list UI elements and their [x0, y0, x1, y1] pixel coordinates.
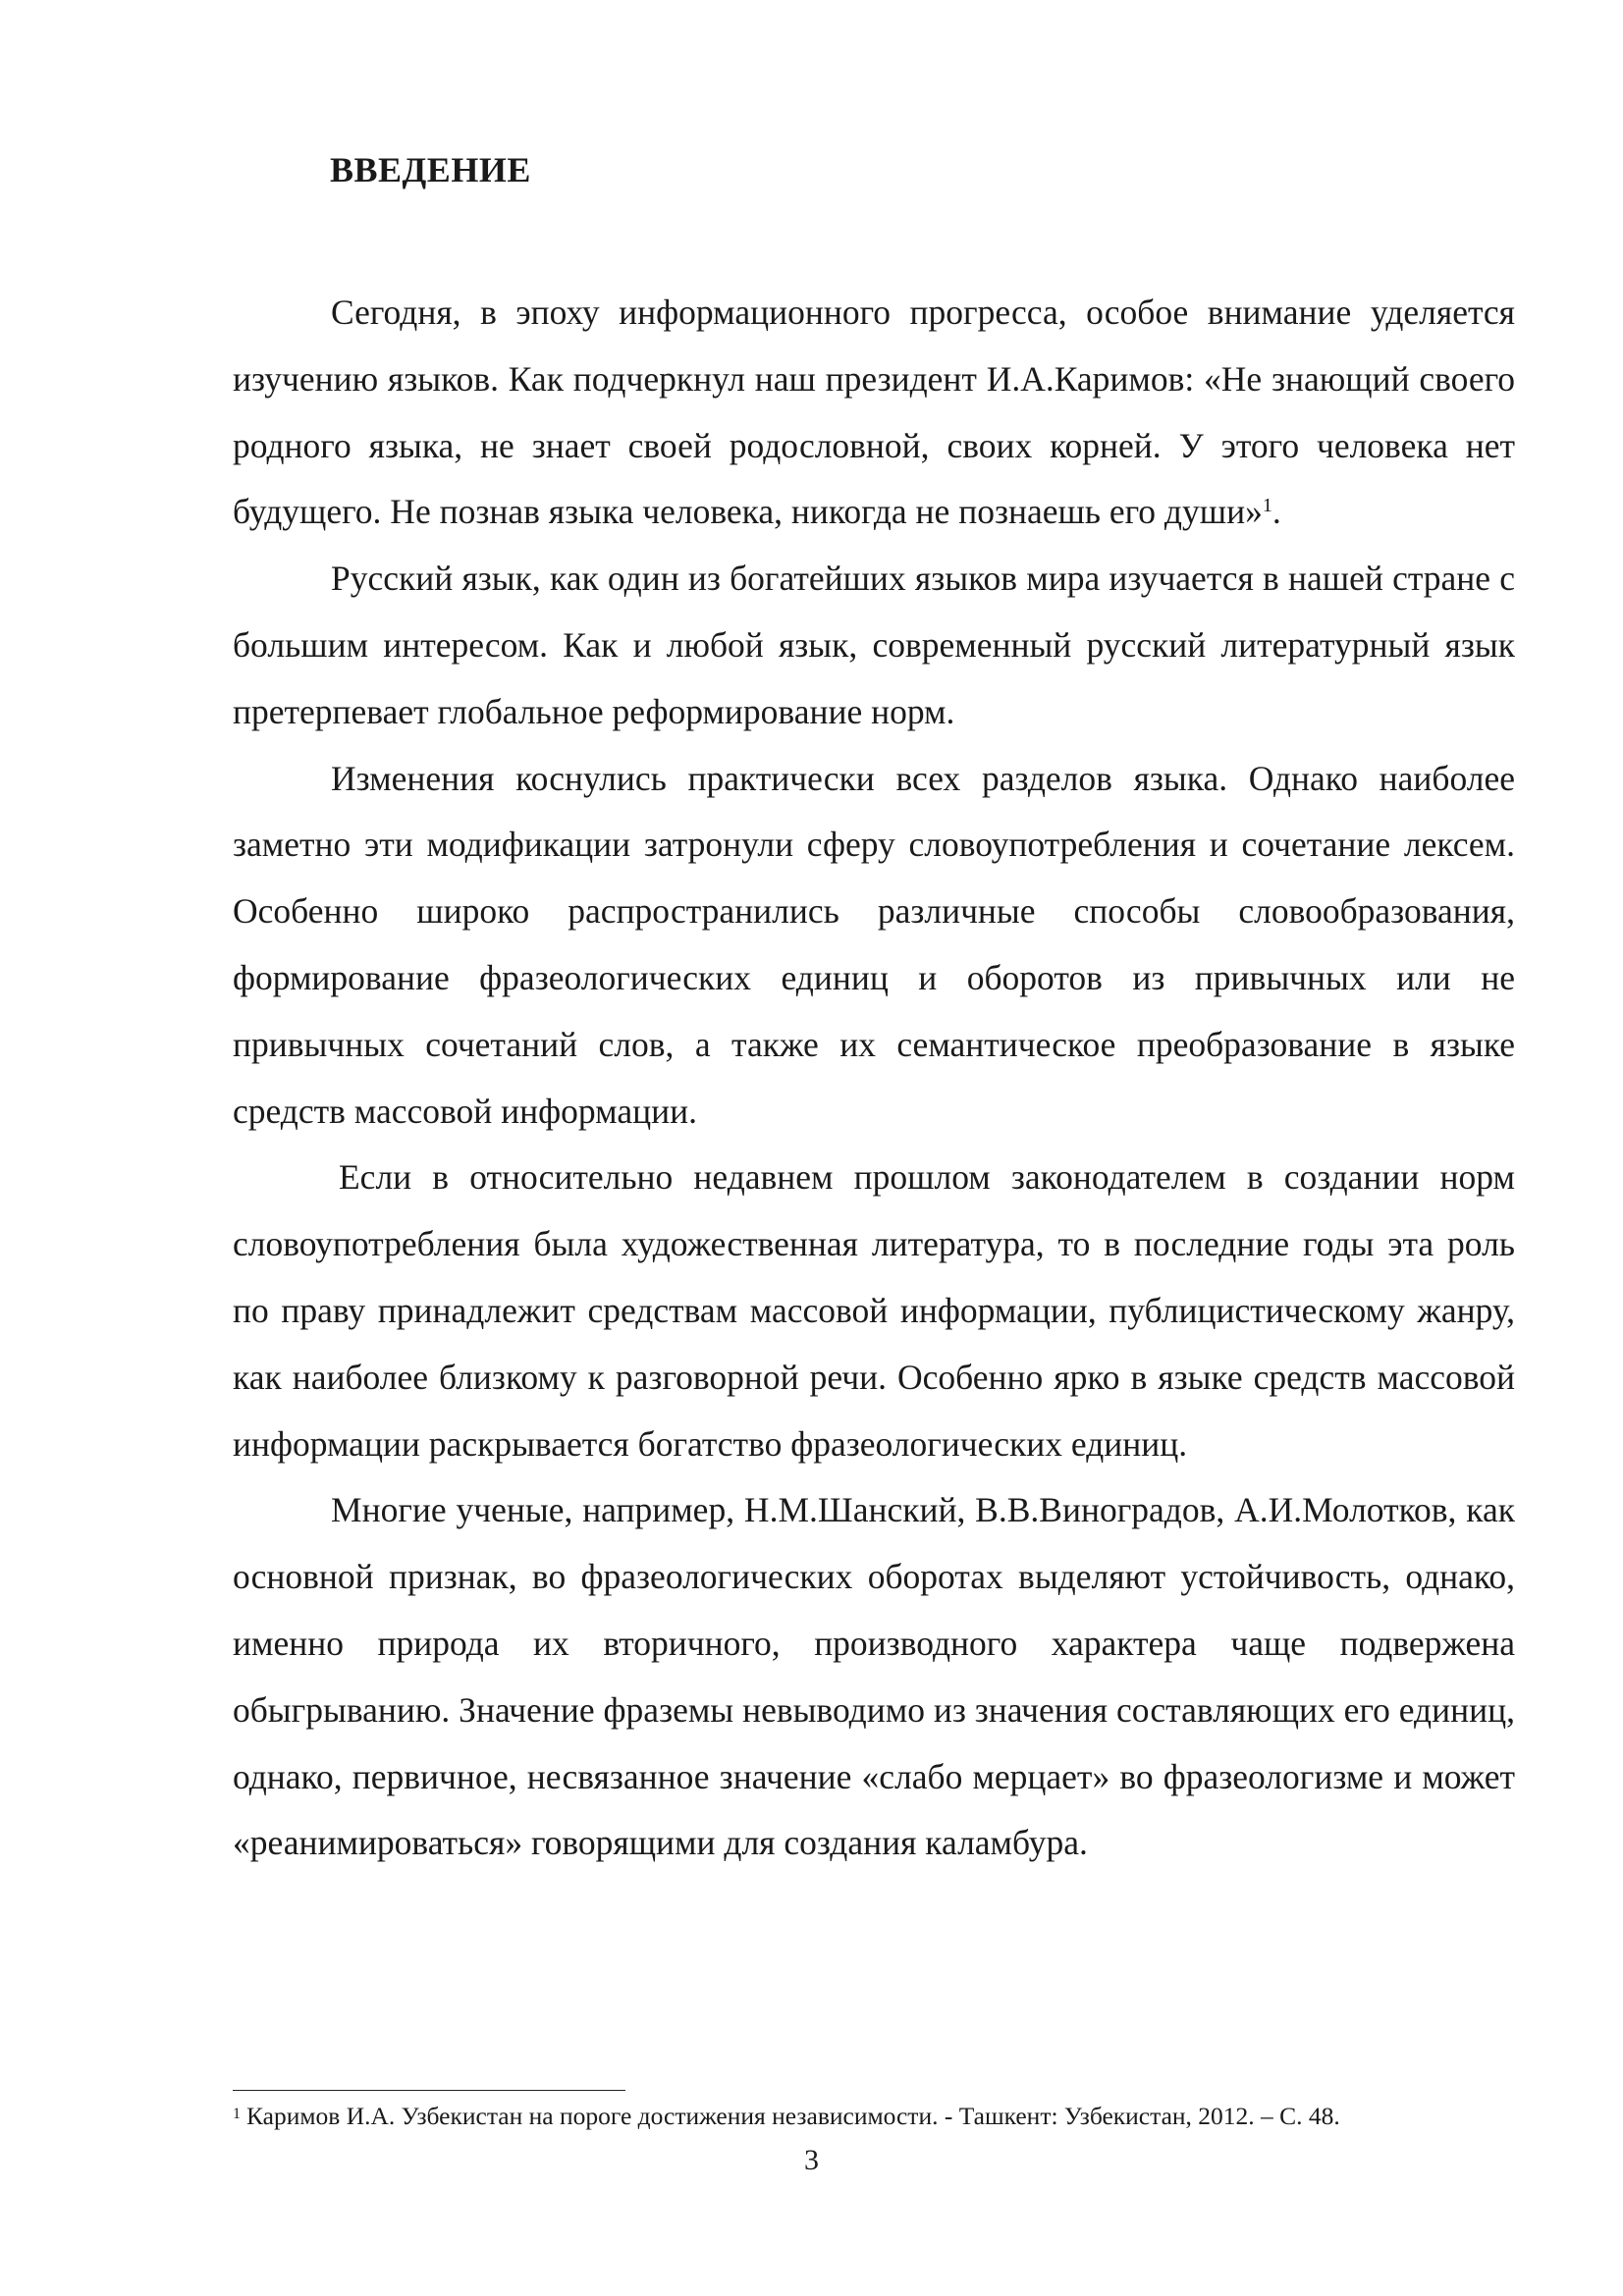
paragraph: Многие ученые, например, Н.М.Шанский, В.В.Виноградов, А.И.Молотков, как основной признак, во фразеологических оборотах выделяют устойчивость, однако, именно природа их вторичного, производного характера чаще подвержена обыгрыванию. Значение фраземы невыводимо из значения составляющих его единиц, однако, первичное, несвязанное значение «слабо мерцает» во фразеологизме и может «реанимироваться» говорящими для создания каламбура.: [233, 1490, 1515, 1863]
paragraph: Изменения коснулись практически всех разделов языка. Однако наиболее заметно эти модификации затронули сферу словоупотребления и сочетание лексем. Особенно широко распространились различные способы словообразования, формирование фразеологических единиц и оборотов из привычных или не привычных сочетаний слов, а также их семантическое преобразование в языке средств массовой информации.: [233, 758, 1515, 1131]
footnote-separator: [233, 2090, 625, 2091]
footnote-reference[interactable]: 1: [1262, 495, 1272, 517]
paragraph-text: Сегодня, в эпоху информационного прогресса, особое внимание уделяется изучению языков. Как подчеркнул наш президент И.А.Каримов: «Не знающий своего родного языка, не знает своей родословной, своих корней. У этого человека нет будущего. Не познав языка человека, никогда не познаешь его души»: [233, 293, 1515, 532]
footnote-text: Каримов И.А. Узбекистан на пороге достижения независимости. - Ташкент: Узбекистан, 2012. – С. 48.: [246, 2102, 1340, 2130]
paragraph: Если в относительно недавнем прошлом законодателем в создании норм словоупотребления была художественная литература, то в последние годы эта роль по праву принадлежит средствам массовой информации, публицистическому жанру, как наиболее близкому к разговорной речи. Особенно ярко в языке средств массовой информации раскрывается богатство фразеологических единиц.: [233, 1157, 1515, 1464]
section-heading: ВВЕДЕНИЕ: [330, 150, 531, 189]
paragraph: [233, 280, 1515, 546]
page-number: 3: [804, 2144, 819, 2176]
footnote: [233, 2101, 1519, 2132]
footnote-marker: 1: [233, 2106, 241, 2122]
body-text: [233, 280, 1515, 1877]
paragraph-end-punctuation: .: [1271, 492, 1281, 532]
paragraph: Русский язык, как один из богатейших языков мира изучается в нашей стране с большим интересом. Как и любой язык, современный русский литературный язык претерпевает глобальное реформирование норм.: [233, 559, 1515, 731]
